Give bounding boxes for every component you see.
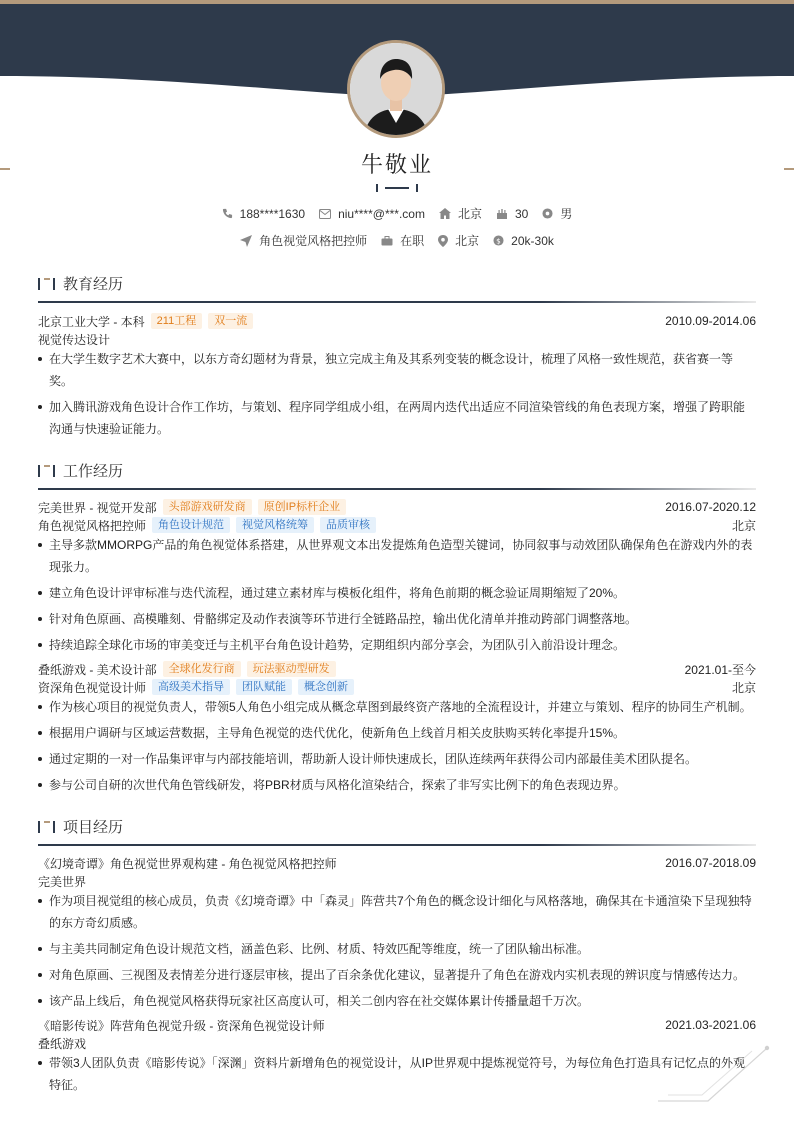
company-tag: 全球化发行商 (163, 661, 241, 677)
work-bullet: 建立角色设计评审标准与迭代流程，通过建立素材库与模板化组件，将角色前期的概念验证周期缩短了20%。 (38, 582, 756, 604)
project-company: 完美世界 (38, 874, 87, 889)
work-bullet: 作为核心项目的视觉负责人，带领5人角色小组完成从概念草图到最终资产落地的全流程设计，并建立与策划、程序的协同生产机制。 (38, 696, 756, 718)
work-bullet: 持续追踪全球化市场的审美变迁与主机平台角色设计趋势，定期组织内部分享会，为团队引入前沿设计理念。 (38, 634, 756, 656)
work-company: 叠纸游戏 - 美术设计部 (38, 662, 157, 677)
work-company: 完美世界 - 视觉开发部 (38, 500, 157, 515)
work-date: 2021.01-至今 (684, 662, 756, 677)
intent-city-item (438, 232, 479, 249)
location-icon (438, 235, 448, 247)
send-icon (240, 235, 252, 247)
work-header (38, 661, 756, 677)
section-divider (38, 488, 756, 490)
project-title: 《幻境奇谭》角色视觉世界观构建 - 角色视觉风格把控师 (38, 856, 337, 871)
work-city: 北京 (731, 518, 756, 533)
project-bullet: 对角色原画、三视图及表情差分进行逐层审核，提出了百余条优化建议，显著提升了角色在游戏内实机表现的辨识度与情感传达力。 (38, 964, 756, 986)
project-date: 2016.07-2018.09 (665, 856, 756, 870)
work-bullet: 参与公司自研的次世代角色管线研发，将PBR材质与风格化渲染结合，探索了非写实比例下的角色表现边界。 (38, 774, 756, 796)
section-mark-icon (38, 820, 56, 834)
project-title: 《暗影传说》阵营角色视觉升级 - 资深角色视觉设计师 (38, 1018, 325, 1033)
work-title: 资深角色视觉设计师 (38, 680, 147, 695)
work-title-row (38, 679, 756, 695)
section-project-title (38, 816, 123, 837)
section-mark-icon (38, 464, 56, 478)
city-item (439, 205, 482, 222)
intent-text: 角色视觉风格把控师 (259, 234, 368, 248)
cake-icon (496, 208, 508, 219)
work-bullet: 针对角色原画、高模雕刻、骨骼绑定及动作表演等环节进行全链路品控，输出优化清单并推动跨部门调整落地。 (38, 608, 756, 630)
intent-item (240, 232, 367, 249)
city-text: 北京 (457, 207, 482, 221)
project-date: 2021.03-2021.06 (665, 1018, 756, 1032)
project-company-row (38, 873, 756, 889)
work-bullet: 通过定期的一对一作品集评审与内部技能培训，帮助新人设计师快速成长，团队连续两年获得公司内部最佳美术团队提名。 (38, 748, 756, 770)
phone-icon (222, 208, 233, 219)
intent-city-text: 北京 (455, 234, 480, 248)
section-education-label: 教育经历 (63, 276, 124, 293)
project-company: 叠纸游戏 (38, 1036, 87, 1051)
education-date: 2010.09-2014.06 (665, 314, 756, 328)
mail-icon (319, 209, 331, 219)
section-education-title (38, 273, 123, 294)
school-name: 北京工业大学 - 本科 (38, 314, 145, 329)
section-mark-icon (38, 277, 56, 291)
project-bullet: 该产品上线后，角色视觉风格获得玩家社区高度认可，相关二创内容在社交媒体累计传播量超千万次。 (38, 990, 756, 1012)
education-major-row (38, 331, 756, 347)
briefcase-icon (381, 236, 393, 246)
school-tag: 211工程 (151, 313, 203, 329)
project-bullet: 带领3人团队负责《暗影传说》「深渊」资料片新增角色的视觉设计，从IP世界观中提炼视觉符号，为每位角色打造具有记忆点的外观 特征。 (38, 1052, 756, 1096)
work-bullet: 根据用户调研与区域运营数据，主导角色视觉的迭代优化，使新角色上线首月相关皮肤购买转化率提升15%。 (38, 722, 756, 744)
skill-tag: 团队赋能 (236, 679, 292, 695)
skill-tag: 高级美术指导 (152, 679, 230, 695)
email-text: niu****@***.com (338, 206, 425, 221)
contact-row (0, 205, 794, 222)
salary-text: 20k-30k (511, 233, 554, 248)
name-divider (376, 183, 418, 193)
skill-tag: 品质审核 (320, 517, 376, 533)
gender-icon (542, 208, 553, 219)
company-tag: 玩法驱动型研发 (247, 661, 336, 677)
age-item (496, 207, 528, 221)
work-title-row (38, 517, 756, 533)
section-divider (38, 301, 756, 303)
age-text: 30 (514, 206, 529, 221)
intent-row (0, 232, 794, 249)
education-bullet: 加入腾讯游戏角色设计合作工作坊，与策划、程序同学组成小组，在两周内迭代出适应不同渲染管线的角色表现方案，增强了跨职能 沟通与快速验证能力。 (38, 396, 756, 440)
education-major: 视觉传达设计 (38, 332, 111, 347)
project-header (38, 855, 756, 871)
school-tag: 双一流 (208, 313, 253, 329)
work-title: 角色视觉风格把控师 (38, 518, 147, 533)
section-divider (38, 844, 756, 846)
skill-tag: 角色设计规范 (152, 517, 230, 533)
section-project-label: 项目经历 (63, 819, 124, 836)
svg-text:$: $ (496, 236, 502, 246)
work-city: 北京 (731, 680, 756, 695)
work-bullet: 主导多款MMORPG产品的角色视觉体系搭建，从世界观文本出发提炼角色造型关键词，协同叙事与动效团队确保角色在游戏内外的表 现张力。 (38, 534, 756, 578)
gender-item (542, 205, 572, 222)
company-tag: 头部游戏研发商 (163, 499, 252, 515)
gender-text: 男 (560, 207, 573, 221)
skill-tag: 概念创新 (298, 679, 354, 695)
section-work-label: 工作经历 (63, 463, 124, 480)
company-tag: 原创IP标杆企业 (258, 499, 346, 515)
education-header (38, 313, 756, 329)
skill-tag: 视觉风格统筹 (236, 517, 314, 533)
phone-item (222, 207, 305, 221)
phone-text: 188****1630 (239, 206, 306, 221)
email-item (319, 207, 425, 221)
project-bullet: 作为项目视觉组的核心成员，负责《幻境奇谭》中「森灵」阵营共7个角色的概念设计细化与风格落地，确保其在卡通渲染下呈现独特 的东方奇幻质感。 (38, 890, 756, 934)
salary-item (493, 234, 554, 248)
project-bullet: 与主美共同制定角色设计规范文档，涵盖色彩、比例、材质、特效匹配等维度，统一了团队输出标准。 (38, 938, 756, 960)
project-header (38, 1017, 756, 1033)
candidate-name: 牛敬业 (360, 152, 433, 177)
education-bullet: 在大学生数字艺术大赛中，以东方奇幻题材为背景，独立完成主角及其系列变装的概念设计，梳理了风格一致性规范，获省赛一等 奖。 (38, 348, 756, 392)
work-header (38, 499, 756, 515)
section-work-title (38, 460, 123, 481)
status-item (381, 232, 424, 249)
money-icon (493, 235, 504, 246)
status-text: 在职 (400, 234, 425, 248)
avatar (347, 40, 445, 138)
corner-decoration (656, 1045, 776, 1105)
home-icon (439, 208, 451, 219)
project-company-row (38, 1035, 756, 1051)
work-date: 2016.07-2020.12 (665, 500, 756, 514)
